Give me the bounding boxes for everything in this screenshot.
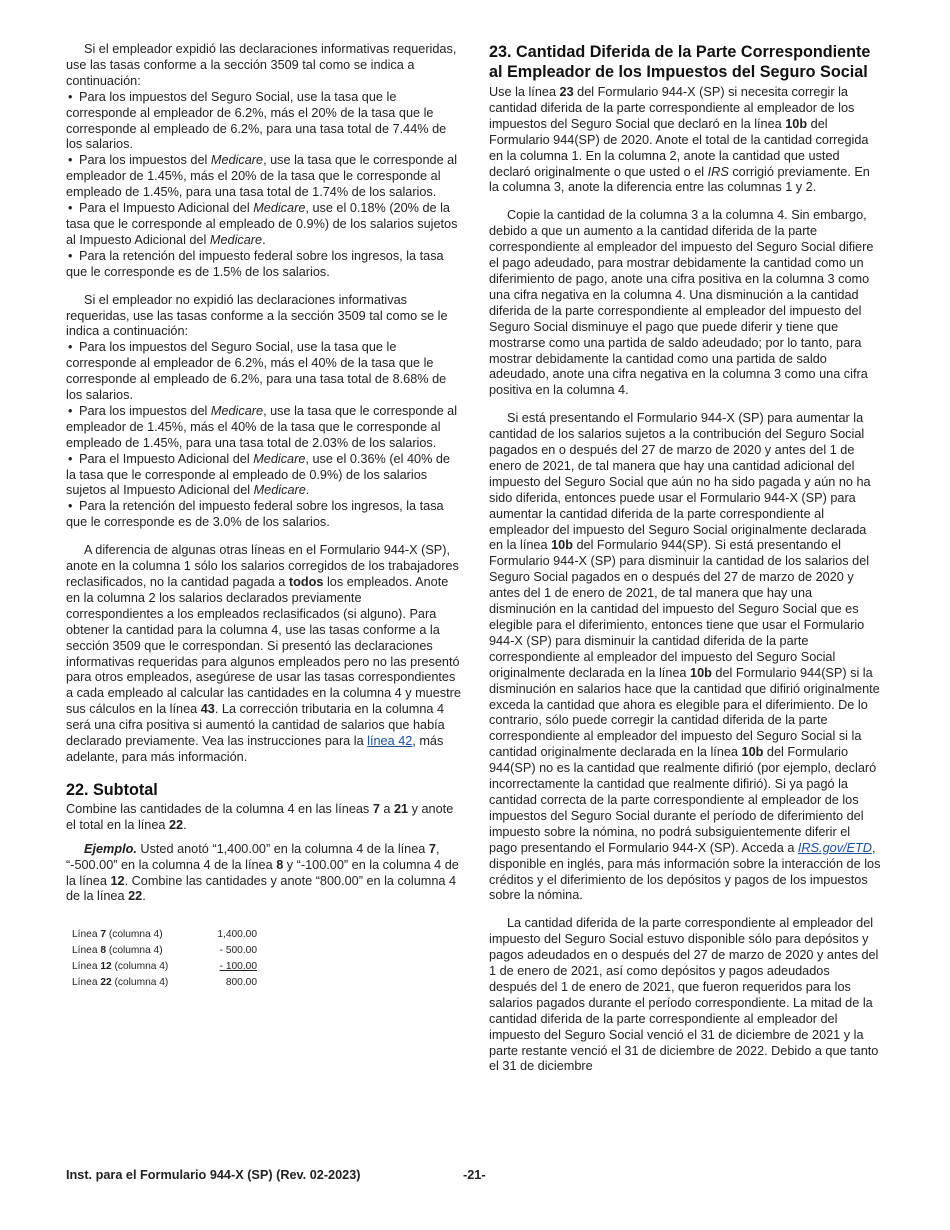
bullet-social-security-20: • Para los impuestos del Seguro Social, use la tasa que le corresponde al empleador de 6.2%, más el 20% de la tasa que le corresponde al empleado de 6.2%, para una tasa total de 7.44% de los salarios. (66, 90, 462, 154)
paragraph-issued-rates-intro: Si el empleador expidió las declaraciones informativas requeridas, use las tasas conforme a la sección 3509 tal como se indica a continuación: (66, 42, 457, 88)
line-42-link[interactable]: línea 42 (367, 734, 413, 749)
paragraph-line-23-use: Use la línea 23 del Formulario 944-X (SP) si necesita corregir la cantidad diferida de la parte correspondiente al empleador de los impuestos del Seguro Social que declaró en la línea 10b del Formulario 944(SP) de 2020. Anote el total de la cantidad corregida en la columna 1. En la columna 2, anote la cantidad que usted declaró originalmente o que usted o el IRS corrigió previamente. En la columna 3, anote la diferencia entre las columnas 1 y 2. (489, 85, 870, 195)
table-row: Línea 22 (columna 4) 800.00 (72, 977, 257, 989)
left-column (66, 42, 462, 991)
page-number: -21- (463, 1168, 486, 1182)
paragraph-subtotal: Combine las cantidades de la columna 4 en las líneas 7 a 21 y anote el total en la línea 22. (66, 801, 454, 832)
irs-etd-link[interactable]: IRS.gov/ETD (797, 840, 872, 855)
paragraph-example: Ejemplo. Usted anotó “1,400.00” en la columna 4 de la línea 7, “-500.00” en la columna 4 de la línea 8 y “-100.00” en la columna 4 de la línea 12. Combine las cantidades y anote “800.00” en la columna 4 de la línea 22. (66, 841, 459, 904)
bullet-medicare-20: • Para los impuestos del Medicare, use la tasa que le corresponde al empleador de 1.45%, más el 20% de la tasa que le corresponde al empleado de 1.45%, para una tasa total de 1.74% de los salarios. (66, 153, 462, 201)
paragraph-copy-column: Copie la cantidad de la columna 3 a la columna 4. Sin embargo, debido a que un aumento a la cantidad diferida de la parte correspondiente al empleador del impuesto del Seguro Social difiere el pago adeudado, para mostrar debidamente la cantidad como un diferimiento de pago, anote una cifra positiva en la columna 3 como una cifra negativa en la columna 4. Una disminución a la cantidad diferida de la parte correspondiente al empleador del impuesto del Seguro Social disminuye el pago que puede diferir y tiene que mostrarse como una partida de saldo adeudado; por lo tanto, para mostrar debidamente la cantidad como una partida de saldo adeudado, anote una cifra negativa en la columna 3 como una cifra positiva en la columna 4. (489, 208, 874, 398)
bullet-withholding-1-5: • Para la retención del impuesto federal sobre los ingresos, la tasa que le corresponde es de 1.5% de los salarios. (66, 249, 462, 281)
right-column (489, 42, 881, 1075)
example-table (72, 927, 462, 991)
bullet-additional-medicare-20: • Para el Impuesto Adicional del Medicare, use el 0.18% (20% de la tasa que le corresponde al empleado de 0.9%) de los salarios sujetos al Impuesto Adicional del Medicare. (66, 201, 462, 249)
heading-line-23: 23. Cantidad Diferida de la Parte Correspondiente al Empleador de los Impuestos del Seguro Social (489, 43, 871, 81)
footer-title: Inst. para el Formulario 944-X (SP) (Rev. 02-2023) (66, 1168, 361, 1182)
paragraph-reclassified-workers: A diferencia de algunas otras líneas en el Formulario 944-X (SP), anote en la columna 1 sólo los salarios corregidos de los trabajadores reclasificados, no la cantidad pagada a todos los empleados. Anote en la columna 2 los salarios declarados previamente correspondientes a los empleados reclasificados (si alguno). Para obtener la cantidad para la columna 4, use las tasas conforme a la sección 3509 que le correspondan. Si presentó las declaraciones informativas requeridas para algunos empleados pero no las presentó para otros empleados, asegúrese de usar las tasas correspondientes a cada empleado al calcular las cantidades en la columna 4 y muestre sus cálculos en la línea 43. La corrección tributaria en la columna 4 será una cifra positiva si aumentó la cantidad de salarios que había declarado previamente. Vea las instrucciones para la línea 42, más adelante, para más información. (66, 543, 461, 764)
bullet-medicare-40: • Para los impuestos del Medicare, use la tasa que le corresponde al empleador de 1.45%, más el 40% de la tasa que le corresponde al empleado de 1.45%, para una tasa total de 2.03% de los salarios. (66, 404, 462, 452)
table-row: Línea 7 (columna 4) 1,400.00 (72, 929, 257, 941)
paragraph-increase-decrease: Si está presentando el Formulario 944-X (SP) para aumentar la cantidad de los salarios sujetos a la contribución del Seguro Social pagados en o después del 27 de marzo de 2020 y antes del 1 de enero de 2021, de tal manera que hay una cantidad adicional del impuesto del Seguro Social que aún no ha sido pagada y aún no ha sido diferida, entonces puede usar el Formulario 944-X (SP) para aumentar la cantidad diferida de la parte correspondiente al empleador del impuesto del Seguro Social originalmente declarada en la línea 10b del Formulario 944(SP). Si está presentando el Formulario 944-X (SP) para disminuir la cantidad de los salarios del Seguro Social pagados en o después del 27 de marzo de 2020 y antes del 1 de enero de 2021, de tal manera que hay una disminución en la cantidad del impuesto del Seguro Social que es elegible para el diferimiento, entonces tiene que usar el Formulario 944-X (SP) para disminuir la cantidad diferida de la parte correspondiente al empleador del impuesto del Seguro Social originalmente declarada en la línea 10b del Formulario 944(SP) si la disminución en salarios hace que la cantidad que difirió originalmente exceda la cantidad que ahora es elegible para el diferimiento. De lo contrario, sólo puede corregir la cantidad diferida de la parte correspondiente al empleador del impuesto del Seguro Social si la cantidad originalmente declarada en la línea 10b del Formulario 944(SP) no es la cantidad que realmente difirió (por ejemplo, declaró incorrectamente la cantidad que realmente difirió). Si ya pagó la cantidad correcta de la parte correspondiente al empleador de los impuestos del Seguro Social durante el período de diferimiento del impuesto sobre la nómina, no podrá subsiguientemente diferir el pago presentando el Formulario 944-X (SP). Acceda a IRS.gov/ETD, disponible en inglés, para más información sobre la interacción de los créditos y el diferimiento de los depósitos y pagos de los impuestos sobre la nómina. (489, 411, 881, 903)
table-row: Línea 8 (columna 4) - 500.00 (72, 945, 257, 957)
bullet-additional-medicare-40: • Para el Impuesto Adicional del Medicare, use el 0.36% (el 40% de la tasa que le corresponde al empleado de 0.9%) de los salarios sujetos al Impuesto Adicional del Medicare. (66, 452, 462, 500)
bullet-withholding-3-0: • Para la retención del impuesto federal sobre los ingresos, la tasa que le corresponde es de 3.0% de los salarios. (66, 499, 462, 531)
paragraph-deferral-availability: La cantidad diferida de la parte correspondiente al empleador del impuesto del Seguro Social estuvo disponible sólo para depósitos y pagos adeudados en o después del 27 de marzo de 2020 y antes del 1 de enero de 2021, así como depósitos y pagos adeudados después del 1 de enero de 2021, que fueron requeridos para los salarios pagados durante el período correspondiente. La mitad de la cantidad diferida de la parte correspondiente al empleador del impuesto del Seguro Social venció el 31 de diciembre de 2021 y la parte restante venció el 31 de diciembre de 2022. Debido a que tanto el 31 de diciembre (489, 916, 879, 1074)
paragraph-not-issued-rates-intro: Si el empleador no expidió las declaraciones informativas requeridas, use las tasas conforme a la sección 3509 tal como se le indica a continuación: (66, 292, 448, 339)
heading-line-22: 22. Subtotal (66, 780, 158, 799)
bullet-social-security-40: • Para los impuestos del Seguro Social, use la tasa que le corresponde al empleador de 6.2%, más el 40% de la tasa que le corresponde al empleado de 6.2%, para una tasa total de 8.68% de los salarios. (66, 340, 462, 404)
table-row: Línea 12 (columna 4) - 100.00 (72, 961, 257, 973)
